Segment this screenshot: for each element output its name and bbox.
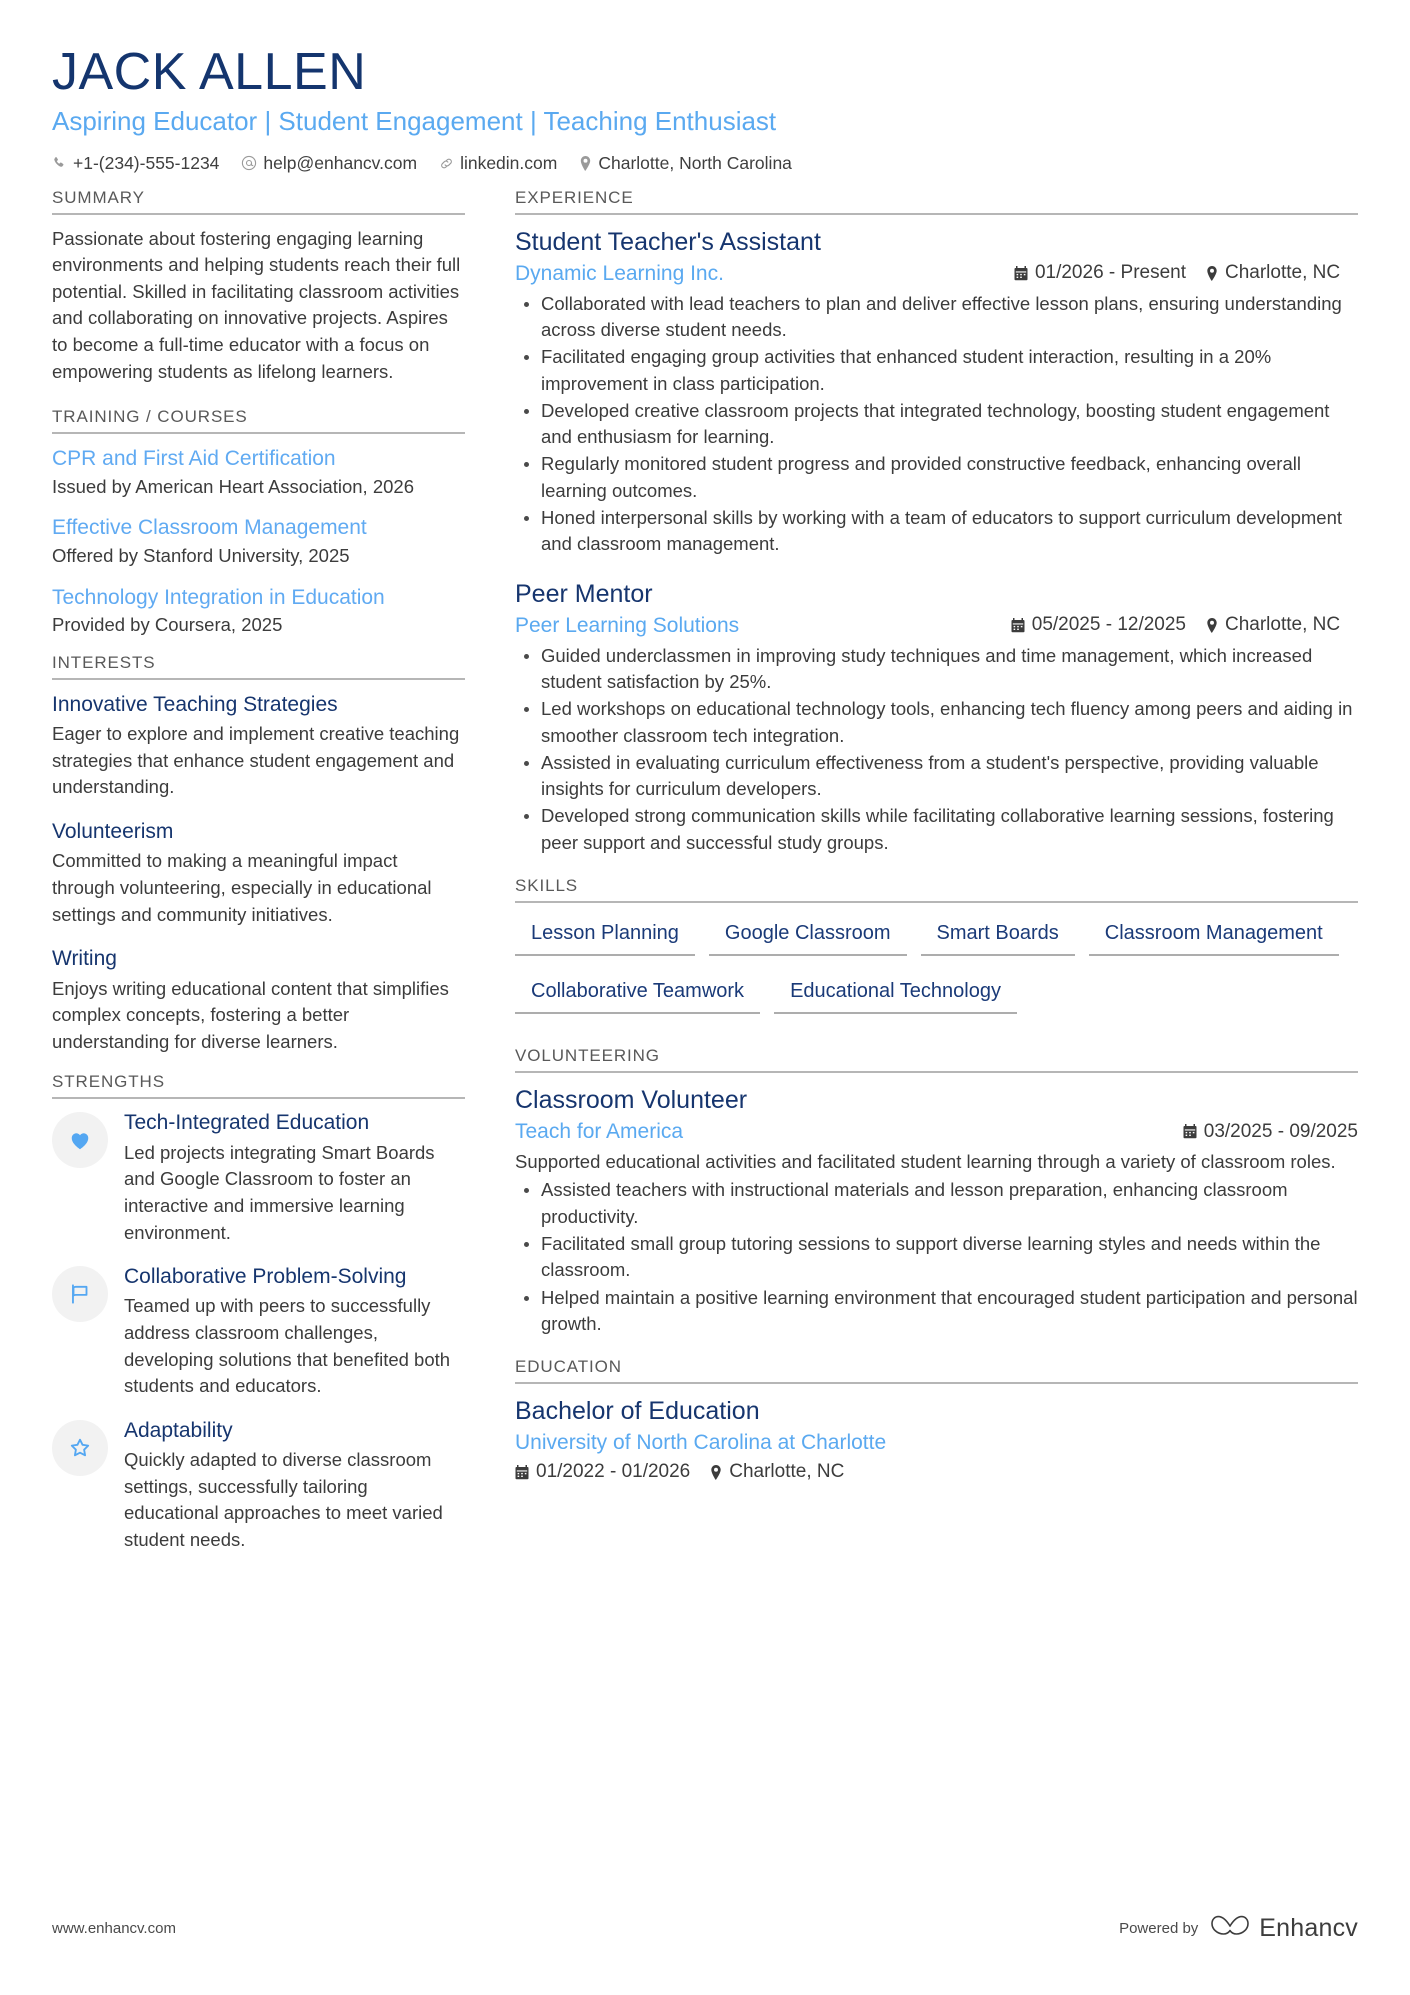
list-item (52, 514, 465, 568)
interest-title: Innovative Teaching Strategies (52, 692, 338, 716)
strength-badge (52, 1420, 108, 1476)
section-divider (52, 213, 465, 215)
strength-text: Led projects integrating Smart Boards and Google Classroom to foster an interactive and immersive learning environment. (124, 1141, 435, 1243)
list-item: Led workshops on educational technology tools, enhancing tech fluency among peers and aiding in smoother classroom tech integration. (515, 696, 1358, 749)
section-divider (515, 901, 1358, 903)
section-label-education: EDUCATION (515, 1357, 622, 1377)
job-location-text: Charlotte, NC (1225, 614, 1341, 636)
contact-location (579, 153, 792, 174)
sidebar-column (52, 188, 507, 1572)
calendar-icon (1014, 266, 1028, 281)
section-interests (52, 653, 465, 1056)
brand-lockup (1210, 1913, 1358, 1943)
organization-name: Teach for America (515, 1119, 684, 1143)
strength-badge (52, 1112, 108, 1168)
footer-branding (1119, 1913, 1358, 1943)
section-experience (515, 188, 1358, 856)
link-icon (439, 156, 454, 171)
email-icon (241, 155, 257, 171)
degree-title: Bachelor of Education (515, 1397, 760, 1426)
list-item: Developed strong communication skills while facilitating collaborative learning sessions, fostering peer support and successful study groups. (515, 803, 1358, 856)
section-label-interests: INTERESTS (52, 652, 156, 672)
page-footer (52, 1913, 1358, 1943)
contact-location-text: Charlotte, North Carolina (598, 152, 792, 173)
entry-meta (515, 260, 1358, 287)
contact-row (52, 153, 1358, 174)
list-item: Developed creative classroom projects that integrated technology, boosting student engagement and enthusiasm for learning. (515, 398, 1358, 451)
list-item: Collaborated with lead teachers to plan and deliver effective lesson plans, ensuring understanding across diverse student needs. (515, 291, 1358, 344)
contact-linkedin[interactable] (439, 153, 557, 174)
strength-body (124, 1110, 465, 1246)
location-pin-icon (579, 156, 592, 171)
course-title: Effective Classroom Management (52, 516, 367, 540)
skill-tag: Educational Technology (774, 972, 1017, 1014)
section-divider (515, 1382, 1358, 1384)
list-item (52, 1418, 465, 1554)
section-label-experience: EXPERIENCE (515, 187, 634, 207)
date-range (1183, 1121, 1358, 1143)
interest-text: Enjoys writing educational content that simplifies complex concepts, fostering a better understanding for diverse learners. (52, 977, 449, 1052)
job-title: Peer Mentor (515, 579, 653, 608)
contact-phone[interactable] (52, 153, 219, 174)
strength-title: Collaborative Problem-Solving (124, 1265, 407, 1289)
interest-title: Volunteerism (52, 820, 174, 844)
date-range-text: 01/2022 - 01/2026 (536, 1461, 691, 1483)
strength-text: Teamed up with peers to successfully address classroom challenges, developing solutions that benefited both students and educators. (124, 1295, 451, 1397)
school-location (710, 1461, 844, 1483)
section-label-summary: SUMMARY (52, 187, 145, 207)
job-title: Student Teacher's Assistant (515, 227, 821, 256)
meta-group (1014, 262, 1358, 284)
responsibility-list (515, 643, 1358, 856)
course-subtitle: Offered by Stanford University, 2025 (52, 544, 350, 566)
school-location-text: Charlotte, NC (729, 1461, 845, 1483)
section-volunteering (515, 1046, 1358, 1337)
section-label-volunteering: VOLUNTEERING (515, 1045, 660, 1065)
job-location-text: Charlotte, NC (1225, 262, 1341, 284)
resume-columns (52, 188, 1358, 1572)
list-item: Honed interpersonal skills by working with a team of educators to support curriculum development and classroom management. (515, 505, 1358, 558)
headline-subtitle: Aspiring Educator | Student Engagement | Teaching Enthusiast (52, 106, 777, 137)
strength-title: Adaptability (124, 1418, 233, 1442)
date-range-text: 05/2025 - 12/2025 (1031, 614, 1186, 636)
list-item: Guided underclassmen in improving study techniques and time management, which increased student satisfaction by 25%. (515, 643, 1358, 696)
skills-list (515, 914, 1358, 1030)
powered-by-label: Powered by (1119, 1919, 1199, 1937)
education-entry (515, 1395, 1358, 1483)
school-name: University of North Carolina at Charlotte (515, 1431, 887, 1455)
entry-meta (515, 612, 1358, 639)
calendar-icon (1011, 618, 1025, 633)
brand-name: Enhancv (1259, 1913, 1358, 1942)
list-item: Assisted teachers with instructional materials and lesson preparation, enhancing classroom productivity. (515, 1177, 1358, 1230)
course-title: CPR and First Aid Certification (52, 447, 336, 471)
volunteer-role: Classroom Volunteer (515, 1085, 748, 1114)
interest-text: Committed to making a meaningful impact through volunteering, especially in educational settings and community initiatives. (52, 850, 432, 925)
calendar-icon (515, 1465, 529, 1480)
interest-text: Eager to explore and implement creative teaching strategies that enhance student engagement and understanding. (52, 723, 460, 798)
section-skills (515, 876, 1358, 1030)
heart-icon (67, 1127, 93, 1153)
course-title: Technology Integration in Education (52, 585, 385, 609)
resume-header (52, 44, 1358, 174)
date-range (1014, 262, 1186, 284)
location-pin-icon (1206, 618, 1218, 633)
job-location (1206, 262, 1358, 284)
date-range (1011, 614, 1186, 636)
section-label-training: TRAINING / COURSES (52, 407, 248, 427)
main-column (507, 188, 1358, 1504)
contact-linkedin-text: linkedin.com (460, 152, 558, 173)
star-icon (67, 1435, 93, 1461)
calendar-icon (1183, 1124, 1197, 1139)
skill-tag: Classroom Management (1089, 914, 1339, 956)
responsibility-list (515, 291, 1358, 558)
list-item (52, 445, 465, 499)
list-item (52, 945, 465, 1055)
footer-website[interactable]: www.enhancv.com (52, 1919, 176, 1937)
contact-email[interactable] (241, 153, 417, 174)
meta-group (515, 1461, 1358, 1483)
strength-text: Quickly adapted to diverse classroom settings, successfully tailoring educational approaches to meet varied student needs. (124, 1449, 443, 1550)
flag-icon (67, 1281, 93, 1307)
date-range-text: 01/2026 - Present (1034, 262, 1186, 284)
contact-phone-text: +1-(234)-555-1234 (73, 152, 220, 173)
phone-icon (52, 156, 67, 171)
skill-tag: Google Classroom (709, 914, 907, 956)
strength-badge (52, 1266, 108, 1322)
strength-title: Tech-Integrated Education (124, 1111, 370, 1135)
course-subtitle: Provided by Coursera, 2025 (52, 613, 283, 635)
company-name: Dynamic Learning Inc. (515, 261, 724, 285)
location-pin-icon (710, 1465, 722, 1480)
date-range (515, 1461, 690, 1483)
company-name: Peer Learning Solutions (515, 613, 740, 637)
list-item: Assisted in evaluating curriculum effectiveness from a student's perspective, providing valuable insights for curriculum developers. (515, 750, 1358, 803)
list-item: Facilitated engaging group activities that enhanced student interaction, resulting in a 20% improvement in class participation. (515, 344, 1358, 397)
skill-tag: Lesson Planning (515, 914, 695, 956)
skill-tag: Smart Boards (921, 914, 1075, 956)
responsibility-list (515, 1177, 1358, 1337)
list-item (52, 584, 465, 638)
interest-title: Writing (52, 947, 117, 971)
list-item (52, 691, 465, 801)
section-training (52, 407, 465, 638)
list-item: Helped maintain a positive learning environment that encouraged student participation and personal growth. (515, 1285, 1358, 1338)
list-item: Facilitated small group tutoring sessions to support diverse learning styles and needs within the classroom. (515, 1231, 1358, 1284)
date-range-text: 03/2025 - 09/2025 (1203, 1120, 1358, 1142)
section-divider (52, 678, 465, 680)
section-summary (52, 188, 465, 386)
contact-email-text: help@enhancv.com (263, 152, 418, 173)
section-divider (52, 1097, 465, 1099)
list-item: Regularly monitored student progress and provided constructive feedback, enhancing overall learning outcomes. (515, 451, 1358, 504)
course-subtitle: Issued by American Heart Association, 2026 (52, 475, 414, 497)
experience-entry (515, 226, 1358, 558)
location-pin-icon (1206, 266, 1218, 281)
enhancv-logo-icon (1210, 1913, 1250, 1943)
skill-tag: Collaborative Teamwork (515, 972, 760, 1014)
section-label-strengths: STRENGTHS (52, 1072, 165, 1092)
meta-group (1183, 1121, 1358, 1143)
meta-group (1011, 614, 1358, 636)
page-title: JACK ALLEN (52, 43, 367, 101)
section-divider (515, 213, 1358, 215)
list-item (52, 1264, 465, 1400)
section-strengths (52, 1072, 465, 1553)
volunteering-entry (515, 1084, 1358, 1337)
volunteer-description: Supported educational activities and facilitated student learning through a variety of classroom roles. (515, 1151, 1336, 1173)
section-label-skills: SKILLS (515, 875, 579, 895)
entry-meta (515, 1118, 1358, 1145)
strength-body (124, 1418, 465, 1554)
section-divider (52, 432, 465, 434)
experience-entry (515, 578, 1358, 856)
list-item (52, 1110, 465, 1246)
summary-text: Passionate about fostering engaging learning environments and helping students reach their full potential. Skilled in facilitating classroom activities and collaborating on innovative projects. Aspires to become a full-time educator with a focus on empowering students as lifelong learners. (52, 227, 461, 382)
section-divider (515, 1071, 1358, 1073)
list-item (52, 818, 465, 928)
strength-body (124, 1264, 465, 1400)
section-education (515, 1357, 1358, 1483)
job-location (1206, 614, 1358, 636)
